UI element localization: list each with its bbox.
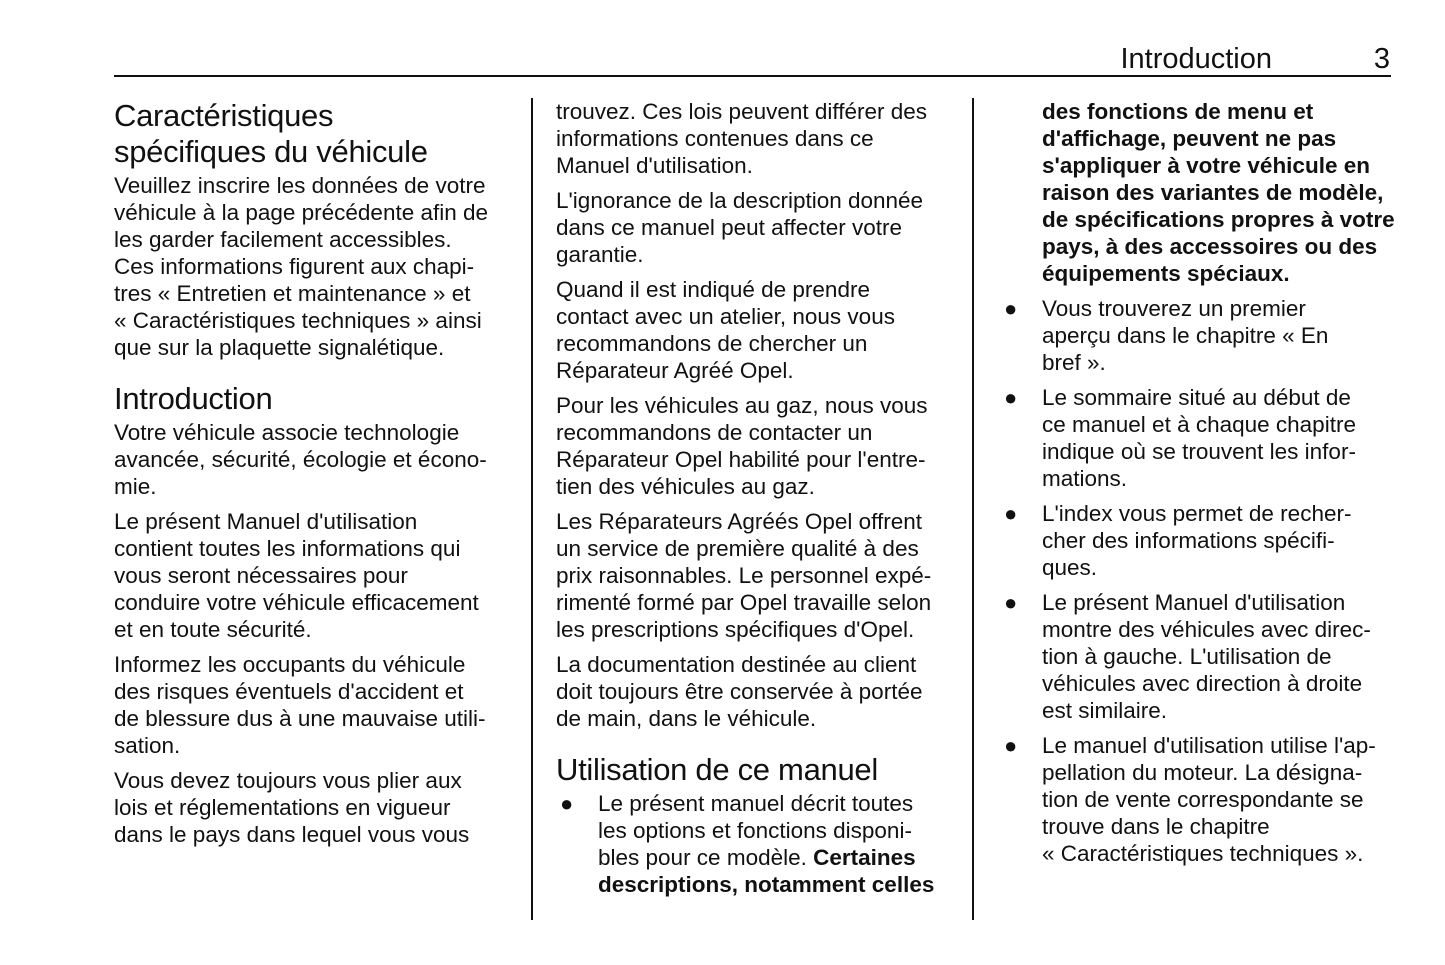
bold-text-line: d'affichage, peuvent ne pas xyxy=(1042,126,1337,151)
bullet-icon: ● xyxy=(1004,385,1018,410)
text-line: lois et réglementations en vigueur xyxy=(114,795,451,820)
text-line: doit toujours être conservée à portée xyxy=(556,679,923,704)
text-line: trouve dans le chapitre xyxy=(1042,814,1270,839)
list-item xyxy=(1000,589,1392,724)
bold-text-line: des fonctions de menu et xyxy=(1042,99,1314,124)
text-line: dans ce manuel peut affecter votre xyxy=(556,215,903,240)
column-divider xyxy=(531,98,533,920)
text-line: contient toutes les informations qui xyxy=(114,536,461,561)
text-line: véhicules avec direction à droite xyxy=(1042,671,1363,696)
text-line: Vous trouverez un premier xyxy=(1042,296,1306,321)
heading-line: Caractéristiques xyxy=(114,98,334,133)
bold-text-line: équipements spéciaux. xyxy=(1042,261,1290,286)
paragraph xyxy=(556,276,954,384)
text-line: cher des informations spécifi- xyxy=(1042,528,1335,553)
running-header-title: Introduction xyxy=(1120,43,1272,75)
bold-text-line: descriptions, notamment celles xyxy=(598,872,935,897)
bullet-icon: ● xyxy=(1004,590,1018,615)
text-line: sation. xyxy=(114,733,181,758)
text-line: L'index vous permet de recher- xyxy=(1042,501,1352,526)
paragraph xyxy=(114,508,514,643)
text-line: informations contenues dans ce xyxy=(556,126,874,151)
text-line: est similaire. xyxy=(1042,698,1168,723)
text-line: prix raisonnables. Le personnel expé- xyxy=(556,563,932,588)
paragraph xyxy=(114,651,514,759)
text-line: ce manuel et à chaque chapitre xyxy=(1042,412,1356,437)
text-line: trouvez. Ces lois peuvent différer des xyxy=(556,99,928,124)
text-line: recommandons de contacter un xyxy=(556,420,873,445)
bullet-icon: ● xyxy=(1004,733,1018,758)
text-line: Le présent manuel décrit toutes xyxy=(598,791,914,816)
paragraph xyxy=(114,419,514,500)
text-line: La documentation destinée au client xyxy=(556,652,917,677)
column-3 xyxy=(1000,98,1395,875)
bold-text-line: de spécifications propres à votre xyxy=(1042,207,1395,232)
section-heading-using-manual: Utilisation de ce manuel xyxy=(556,752,878,787)
text-line: conduire votre véhicule efficacement xyxy=(114,590,479,615)
bullet-icon: ● xyxy=(1004,501,1018,526)
text-line: tion de vente correspondante se xyxy=(1042,787,1364,812)
text-line: pellation du moteur. La désigna- xyxy=(1042,760,1363,785)
bold-continuation xyxy=(1000,98,1395,287)
paragraph xyxy=(556,392,954,500)
text-line: vous seront nécessaires pour xyxy=(114,563,408,588)
paragraph xyxy=(556,508,954,643)
text-line: avancée, sécurité, écologie et écono- xyxy=(114,447,487,472)
text-line: garantie. xyxy=(556,242,644,267)
text-line: Quand il est indiqué de prendre xyxy=(556,277,870,302)
paragraph xyxy=(114,767,514,848)
section-heading-vehicle-specific xyxy=(114,98,514,170)
text-line: bref ». xyxy=(1042,350,1106,375)
header-rule xyxy=(114,75,1391,77)
list-item xyxy=(1000,384,1392,492)
text-line: indique où se trouvent les infor- xyxy=(1042,439,1356,464)
list-item xyxy=(1000,295,1392,376)
text-line: dans le pays dans lequel vous vous xyxy=(114,822,470,847)
text-line: des risques éventuels d'accident et xyxy=(114,679,464,704)
column-divider xyxy=(972,98,974,920)
paragraph xyxy=(114,172,514,361)
text-line: Réparateur Agréé Opel. xyxy=(556,358,794,383)
column-2 xyxy=(556,98,954,906)
text-line: véhicule à la page précédente afin de xyxy=(114,200,489,225)
bold-text-line: s'appliquer à votre véhicule en xyxy=(1042,153,1370,178)
text-line: « Caractéristiques techniques ». xyxy=(1042,841,1364,866)
text-line: Votre véhicule associe technologie xyxy=(114,420,460,445)
list-item xyxy=(1000,500,1392,581)
bold-text-line: pays, à des accessoires ou des xyxy=(1042,234,1378,259)
text-line: de blessure dus à une mauvaise utili- xyxy=(114,706,486,731)
text-line: montre des véhicules avec direc- xyxy=(1042,617,1371,642)
text-line: tres « Entretien et maintenance » et xyxy=(114,281,471,306)
text-line: les garder facilement accessibles. xyxy=(114,227,452,252)
text-line: Vous devez toujours vous plier aux xyxy=(114,768,462,793)
text-line: Informez les occupants du véhicule xyxy=(114,652,466,677)
list-item xyxy=(1000,732,1392,867)
paragraph xyxy=(556,187,954,268)
text-line: et en toute sécurité. xyxy=(114,617,312,642)
text-line: Ces informations figurent aux chapi- xyxy=(114,254,475,279)
text-line: tien des véhicules au gaz. xyxy=(556,474,815,499)
text-line: un service de première qualité à des xyxy=(556,536,919,561)
text-line: Manuel d'utilisation. xyxy=(556,153,753,178)
bold-text-run: Certaines xyxy=(813,845,916,870)
text-line: mie. xyxy=(114,474,157,499)
text-line: contact avec un atelier, nous vous xyxy=(556,304,895,329)
text-line: que sur la plaquette signalétique. xyxy=(114,335,445,360)
text-line: aperçu dans le chapitre « En xyxy=(1042,323,1329,348)
page-number: 3 xyxy=(1373,43,1390,75)
bullet-icon: ● xyxy=(1004,296,1018,321)
text-line: Le sommaire situé au début de xyxy=(1042,385,1351,410)
text-line: ques. xyxy=(1042,555,1098,580)
text-line: mations. xyxy=(1042,466,1128,491)
text-line: les prescriptions spécifiques d'Opel. xyxy=(556,617,915,642)
section-heading-introduction: Introduction xyxy=(114,381,273,416)
text-line: recommandons de chercher un xyxy=(556,331,868,356)
column-1 xyxy=(114,98,514,856)
text-line: rimenté formé par Opel travaille selon xyxy=(556,590,932,615)
text-line: Pour les véhicules au gaz, nous vous xyxy=(556,393,928,418)
text-line: Réparateur Opel habilité pour l'entre- xyxy=(556,447,926,472)
text-line: « Caractéristiques techniques » ainsi xyxy=(114,308,482,333)
paragraph xyxy=(556,651,954,732)
paragraph xyxy=(556,98,954,179)
bold-text-line: raison des variantes de modèle, xyxy=(1042,180,1384,205)
text-line: L'ignorance de la description donnée xyxy=(556,188,924,213)
text-line: Le présent Manuel d'utilisation xyxy=(1042,590,1346,615)
text-line: Veuillez inscrire les données de votre xyxy=(114,173,486,198)
text-line: les options et fonctions disponi- xyxy=(598,818,912,843)
text-line: Le présent Manuel d'utilisation xyxy=(114,509,418,534)
heading-line: spécifiques du véhicule xyxy=(114,134,428,169)
bullet-icon: ● xyxy=(560,791,574,816)
list-item xyxy=(556,790,954,898)
text-line: Le manuel d'utilisation utilise l'ap- xyxy=(1042,733,1376,758)
text-line: de main, dans le véhicule. xyxy=(556,706,817,731)
text-line xyxy=(598,844,954,871)
text-line: Les Réparateurs Agréés Opel offrent xyxy=(556,509,923,534)
text-run: bles pour ce modèle. xyxy=(598,845,814,870)
text-line: tion à gauche. L'utilisation de xyxy=(1042,644,1332,669)
